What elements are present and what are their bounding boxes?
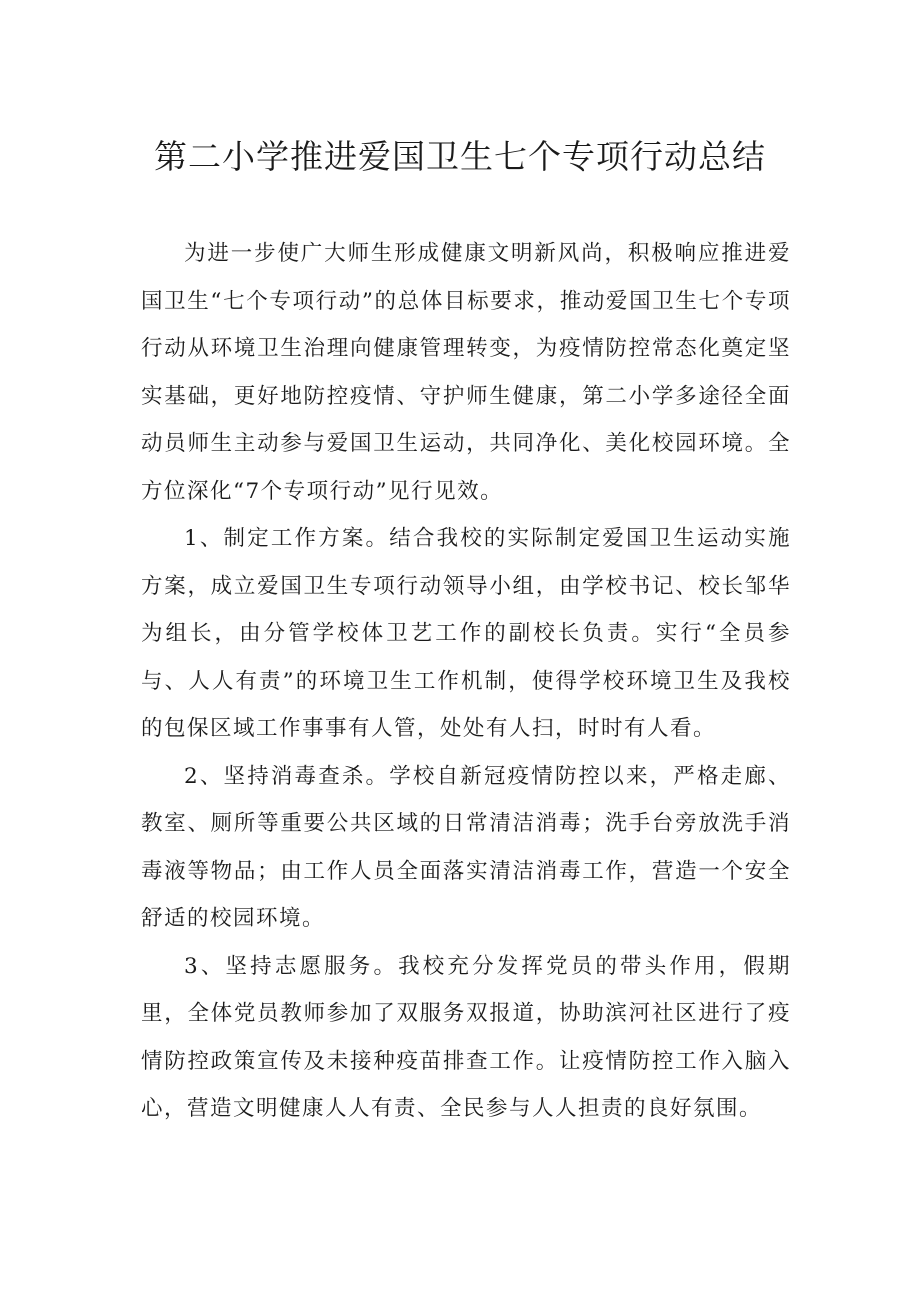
paragraph-item-3: 3、坚持志愿服务。我校充分发挥党员的带头作用，假期里，全体党员教师参加了双服务双报道，协助滨河社区进行了疫情防控政策宣传及未接种疫苗排查工作。让疫情防控工作入脑入心，营造文明健康人人有责、全民参与人人担责的良好氛围。 — [141, 953, 791, 1121]
paragraph-item-2: 2、坚持消毒查杀。学校自新冠疫情防控以来，严格走廊、教室、厕所等重要公共区域的日常清洁消毒；洗手台旁放洗手消毒液等物品；由工作人员全面落实清洁消毒工作，营造一个安全舒适的校园环境。 — [141, 763, 791, 931]
document-title: 第二小学推进爱国卫生七个专项行动总结 — [154, 137, 766, 176]
paragraph-intro: 为进一步使广大师生形成健康文明新风尚，积极响应推进爱国卫生“七个专项行动”的总体目标要求，推动爱国卫生七个专项行动从环境卫生治理向健康管理转变，为疫情防控常态化奠定坚实基础，更好地防控疫情、守护师生健康，第二小学多途径全面动员师生主动参与爱国卫生运动，共同净化、美化校园环境。全方位深化“7个专项行动”见行见效。 — [141, 241, 791, 504]
document-body — [141, 230, 791, 1133]
paragraph-item-1: 1、制定工作方案。结合我校的实际制定爱国卫生运动实施方案，成立爱国卫生专项行动领导小组，由学校书记、校长邹华为组长，由分管学校体卫艺工作的副校长负责。实行“全员参与、人人有责”的环境卫生工作机制，使得学校环境卫生及我校的包保区域工作事事有人管，处处有人扫，时时有人看。 — [141, 526, 791, 741]
